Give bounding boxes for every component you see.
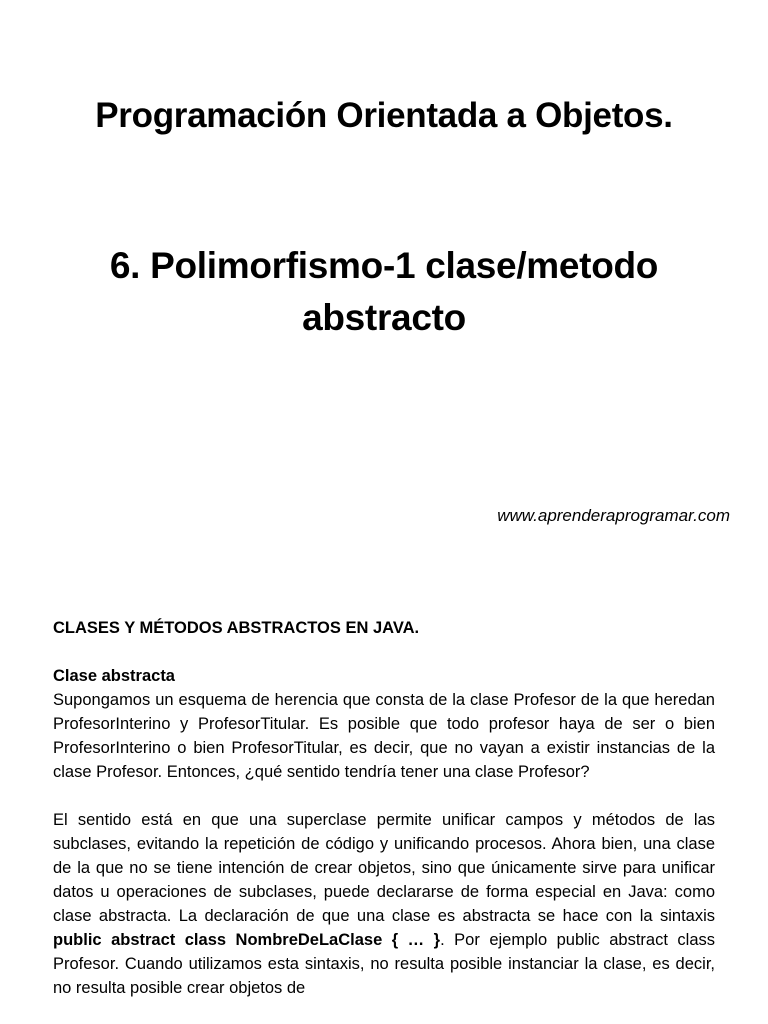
document-title: Programación Orientada a Objetos. xyxy=(95,96,673,135)
subsection-heading: Clase abstracta xyxy=(53,667,175,685)
code-syntax: public abstract class NombreDeLaClase { … } xyxy=(53,931,441,949)
paragraph-2 xyxy=(53,808,715,1000)
paragraph-2-text-a: El sentido está en que una superclase permite unificar campos y métodos de las subclases, evitando la repetición de código y unificando procesos. Ahora bien, una clase de la que no se tiene intención de crear objetos, sino que únicamente sirve para unificar datos u operaciones de subclases, puede declararse de forma especial en Java: como clase abstracta. La declaración de que una clase es abstracta se hace con la sintaxis xyxy=(53,811,715,925)
website-url: www.aprenderaprogramar.com xyxy=(497,506,730,525)
document-subtitle: 6. Polimorfismo-1 clase/metodo abstracto xyxy=(109,245,659,338)
paragraph-1: Supongamos un esquema de herencia que consta de la clase Profesor de la que heredan ProfesorInterino y ProfesorTitular. Es posible que todo profesor haya de ser o bien ProfesorInterino o bien ProfesorTitular, es decir, que no vayan a existir instancias de la clase Profesor. Entonces, ¿qué sentido tendría tener una clase Profesor? xyxy=(53,691,715,781)
paragraph-2-text-b: . Por ejemplo public abstract class Profesor. Cuando utilizamos esta sintaxis, no resulta posible instanciar la clase, es decir, no resulta posible crear objetos de xyxy=(53,931,715,997)
section-heading: CLASES Y MÉTODOS ABSTRACTOS EN JAVA. xyxy=(53,619,420,637)
document-body xyxy=(53,616,715,1024)
